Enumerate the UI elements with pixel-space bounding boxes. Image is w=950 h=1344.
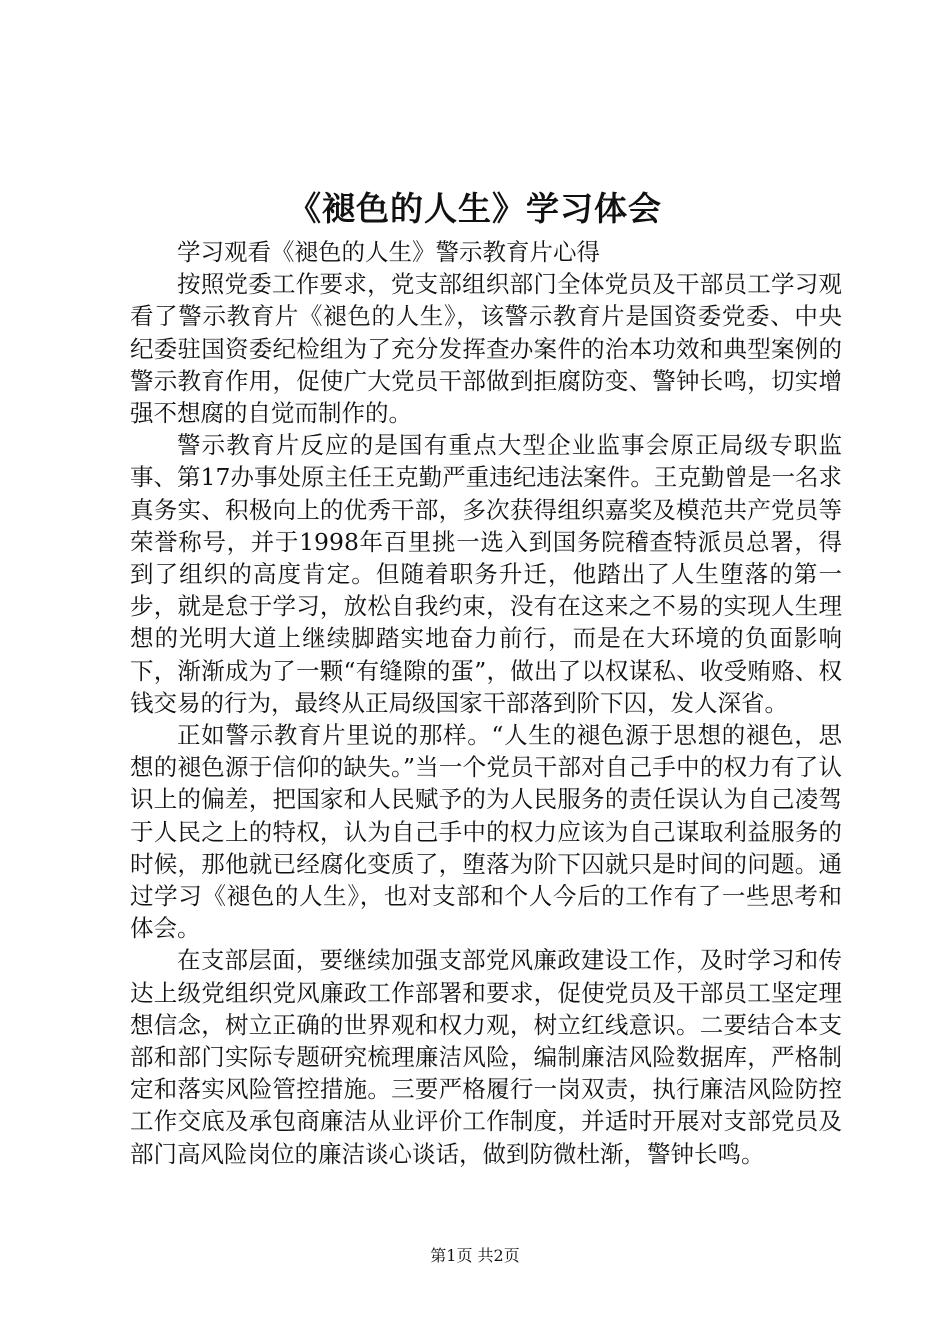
subtitle-paragraph: 学习观看《褪色的人生》警示教育片心得 [177,238,600,266]
body-paragraph: 警示教育片反应的是国有重点大型企业监事会原正局级专职监事、第17办事处原主任王克勤严重违纪违法案件。王克勤曾是一名求真务实、积极向上的优秀干部，多次获得组织嘉奖及模范共产党员等荣誉称号，并于1998年百里挑一选入到国务院稽查特派员总署，得到了组织的高度肯定。但随着职务升迁，他踏出了人生堕落的第一步，就是怠于学习，放松自我约束，没有在这来之不易的实现人生理想的光明大道上继续脚踏实地奋力前行，而是在大环境的负面影响下，渐渐成为了一颗“有缝隙的蛋”，做出了以权谋私、收受贿赂、权钱交易的行为，最终从正局级国家干部落到阶下囚，发人深省。 [130,431,842,717]
page-footer: 第1页 共2页 [430,1246,520,1265]
body-paragraph: 在支部层面，要继续加强支部党风廉政建设工作，及时学习和传达上级党组织党风廉政工作部署和要求，促使党员及干部员工坚定理想信念，树立正确的世界观和权力观，树立红线意识。二要结合本支部和部门实际专题研究梳理廉洁风险，编制廉洁风险数据库，严格制定和落实风险管控措施。三要严格履行一岗双责，执行廉洁风险防控工作交底及承包商廉洁从业评价工作制度，并适时开展对支部党员及部门高风险岗位的廉洁谈心谈话，做到防微杜渐，警钟长鸣。 [130,946,842,1168]
body-paragraph: 正如警示教育片里说的那样。“人生的褪色源于思想的褪色，思想的褪色源于信仰的缺失。”当一个党员干部对自己手中的权力有了认识上的偏差，把国家和人民赋予的为人民服务的责任误认为自己凌驾于人民之上的特权，认为自己手中的权力应该为自己谋取利益服务的时候，那他就已经腐化变质了，堕落为阶下囚就只是时间的问题。通过学习《褪色的人生》，也对支部和个人今后的工作有了一些思考和体会。 [130,721,842,943]
document-body [130,236,842,1170]
body-paragraph: 按照党委工作要求，党支部组织部门全体党员及干部员工学习观看了警示教育片《褪色的人生》，该警示教育片是国资委党委、中央纪委驻国资委纪检组为了充分发挥查办案件的治本功效和典型案例的警示教育作用，促使广大党员干部做到拒腐防变、警钟长鸣，切实增强不想腐的自觉而制作的。 [130,270,842,428]
document-title: 《褪色的人生》学习体会 [288,189,662,228]
